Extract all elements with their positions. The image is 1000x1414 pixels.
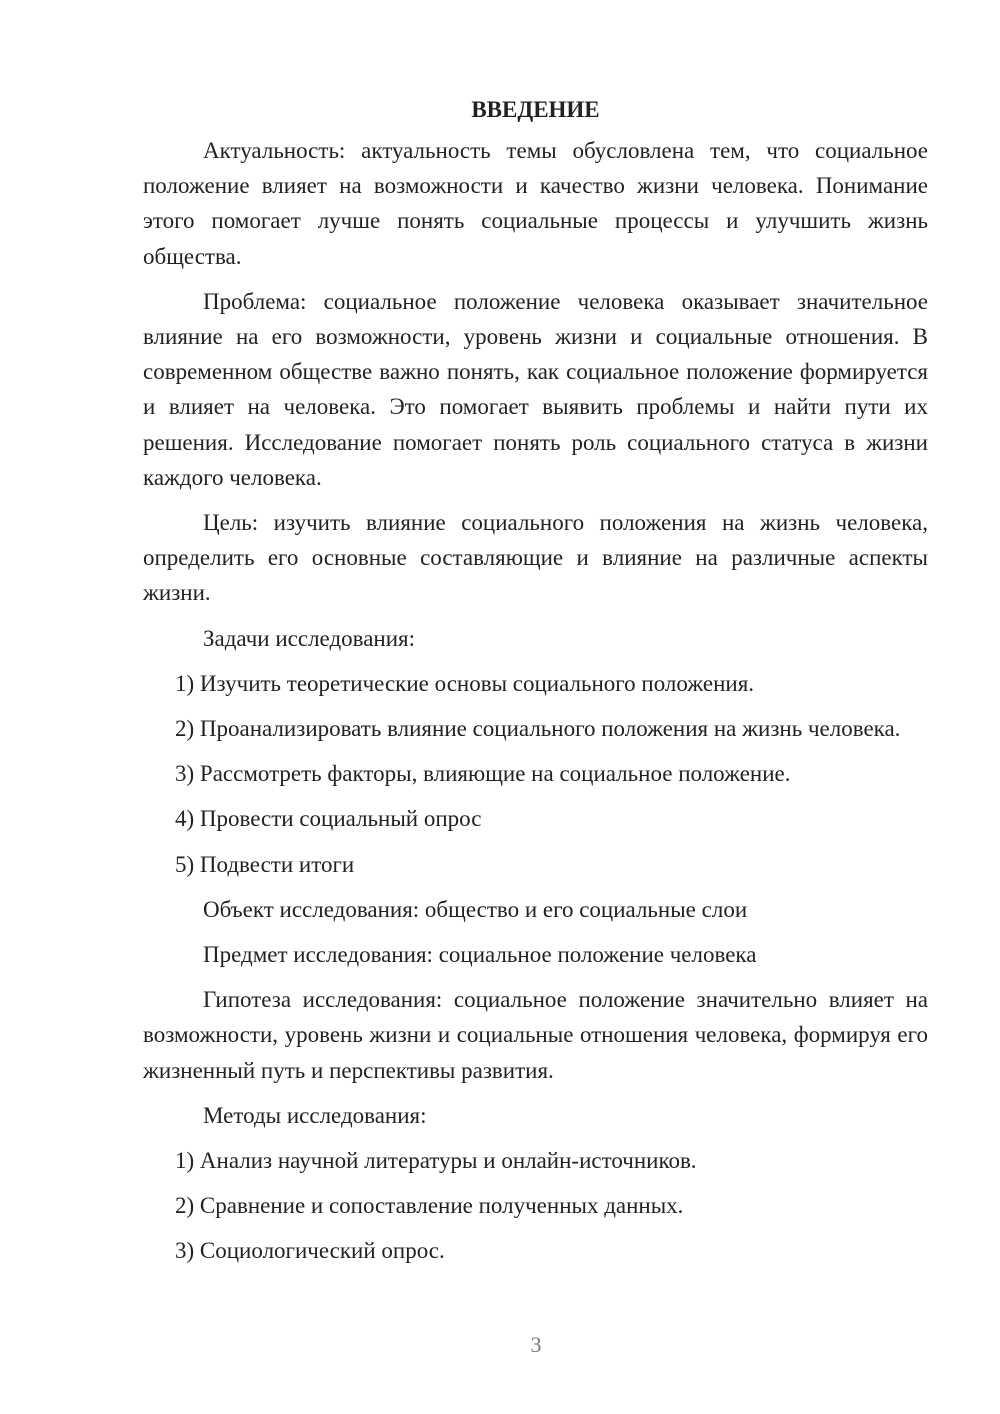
list-item: 1) Анализ научной литературы и онлайн-источников.	[175, 1148, 697, 1174]
list-item: 2) Проанализировать влияние социального положения на жизнь человека.	[175, 716, 901, 742]
list-item: 1) Изучить теоретические основы социального положения.	[175, 670, 755, 696]
hypothesis-paragraph: Гипотеза исследования: социальное положение значительно влияет на возможности, уровень жизни и социальные отношения человека, формируя его жизненный путь и перспективы развития.	[143, 987, 928, 1083]
list-item: 3) Социологический опрос.	[175, 1238, 445, 1264]
methods-heading: Методы исследования:	[203, 1102, 427, 1128]
list-item: 4) Провести социальный опрос	[175, 806, 482, 832]
tasks-list	[143, 666, 928, 882]
page-content	[143, 92, 928, 1279]
object-paragraph: Объект исследования: общество и его социальные слои	[203, 896, 748, 922]
list-item: 2) Сравнение и сопоставление полученных данных.	[175, 1193, 684, 1219]
problem-paragraph: Проблема: социальное положение человека оказывает значительное влияние на его возможности, уровень жизни и социальные отношения. В современном обществе важно понять, как социальное положение формируется и влияет на человека. Это помогает выявить проблемы и найти пути их решения. Исследование помогает понять роль социального статуса в жизни каждого человека.	[143, 288, 928, 490]
tasks-heading: Задачи исследования:	[203, 625, 416, 651]
subject-paragraph: Предмет исследования: социальное положение человека	[203, 942, 757, 968]
list-item: 3) Рассмотреть факторы, влияющие на социальное положение.	[175, 761, 791, 787]
page-number: 3	[530, 1332, 542, 1357]
goal-paragraph: Цель: изучить влияние социального положения на жизнь человека, определить его основные составляющие и влияние на различные аспекты жизни.	[143, 510, 928, 606]
methods-list	[143, 1143, 928, 1269]
list-item: 5) Подвести итоги	[175, 851, 355, 877]
page-title: ВВЕДЕНИЕ	[471, 97, 600, 122]
relevance-paragraph: Актуальность: актуальность темы обусловлена тем, что социальное положение влияет на возможности и качество жизни человека. Понимание этого помогает лучше понять социальные процессы и улучшить жизнь общества.	[143, 138, 928, 269]
